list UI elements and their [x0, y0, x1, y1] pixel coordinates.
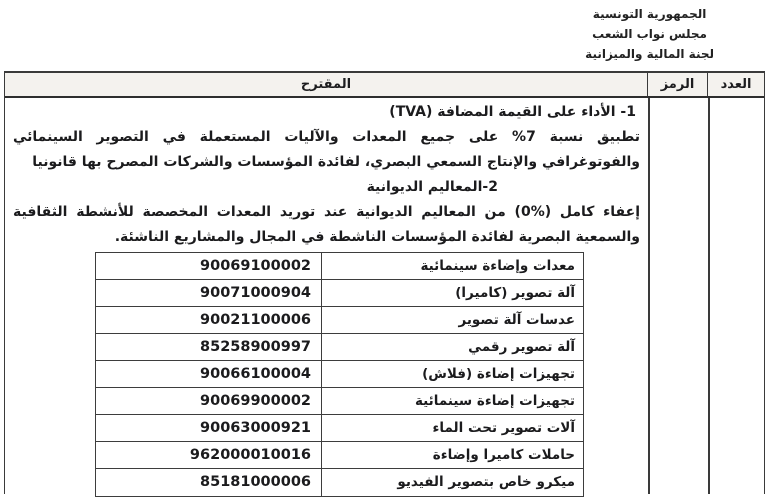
table-row	[96, 280, 583, 307]
item-label: آلة تصوير رقمي	[321, 334, 583, 360]
item-label: تجهيزات إضاءة (فلاش)	[321, 361, 583, 387]
item-code: 90063000921	[200, 420, 311, 436]
letterhead-assembly: مجلس نواب الشعب	[592, 27, 707, 41]
letterhead	[585, 4, 714, 64]
column-header-proposal: المقترح	[300, 77, 352, 92]
letterhead-republic: الجمهورية التونسية	[592, 7, 707, 21]
item-label: معدات وإضاءة سينمائية	[321, 253, 583, 279]
item-label: عدسات آلة تصوير	[321, 307, 583, 333]
table-row	[96, 334, 583, 361]
table-body-row	[5, 98, 764, 494]
column-header-count: العدد	[707, 73, 764, 96]
section-2-body: إعفاء كامل (%0) من المعاليم الديوانية عند توريد المعدات المخصصة للأنشطة الثقافية والسمعية البصرية لفائدة المؤسسات الناشطة في المجال والمشاريع الناشئة.	[13, 204, 640, 245]
table-row	[96, 415, 583, 442]
table-row	[96, 388, 583, 415]
section-2-title: 2-المعاليم الديوانية	[366, 179, 498, 195]
proposal-cell	[5, 98, 648, 497]
proposals-table	[4, 71, 765, 494]
item-label: آلات تصوير تحت الماء	[321, 415, 583, 441]
item-code: 90066100004	[200, 366, 311, 382]
table-row	[96, 253, 583, 280]
item-code: 85181000006	[200, 474, 311, 490]
item-label: ميكرو خاص بتصوير الفيديو	[321, 469, 583, 496]
column-divider-count	[708, 98, 710, 494]
item-label: آلة تصوير (كاميرا)	[321, 280, 583, 306]
item-code: 962000010016	[189, 447, 311, 463]
item-code: 90069100002	[200, 258, 311, 274]
item-label: تجهيزات إضاءة سينمائية	[321, 388, 583, 414]
item-code: 90069900002	[200, 393, 311, 409]
column-header-code: الرمز	[647, 73, 707, 96]
tariff-items-table	[95, 252, 584, 497]
section-1-title: 1- الأداء على القيمة المضافة (TVA)	[389, 104, 636, 120]
table-row	[96, 442, 583, 469]
table-header-row	[5, 73, 764, 98]
table-row	[96, 307, 583, 334]
table-row	[96, 469, 583, 496]
table-row	[96, 361, 583, 388]
item-label: حاملات كاميرا وإضاءة	[321, 442, 583, 468]
item-code: 90021100006	[200, 312, 311, 328]
column-divider-code	[648, 98, 650, 494]
item-code: 85258900997	[200, 339, 311, 355]
item-code: 90071000904	[200, 285, 311, 301]
letterhead-committee: لجنة المالية والميزانية	[585, 47, 714, 61]
section-1-body: تطبيق نسبة 7% على جميع المعدات والآليات المستعملة في التصوير السينمائي والفوتوغرافي والإنتاج السمعي البصري، لفائدة المؤسسات والشركات المصرح بها قانونيا	[13, 129, 640, 170]
